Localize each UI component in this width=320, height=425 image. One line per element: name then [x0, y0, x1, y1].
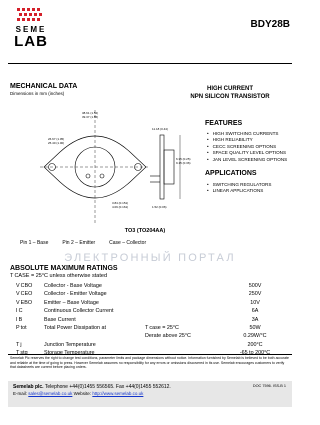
part-number: BDY28B — [250, 19, 290, 30]
rating-symbol: I B — [16, 316, 23, 323]
rating-symbol: V CBO — [16, 283, 33, 289]
rating-value: 6A — [251, 308, 259, 315]
logo-text-lab: LAB — [14, 33, 48, 50]
rating-description: Continuous Collector Current — [44, 308, 114, 315]
svg-text:3.84 (0.151): 3.84 (0.151) — [112, 201, 129, 205]
footer-company-line — [13, 384, 171, 390]
footer-email-line — [13, 391, 143, 396]
svg-text:38.61 (1.52): 38.61 (1.52) — [82, 111, 99, 115]
features-list — [207, 131, 287, 163]
list-item: • JAN LEVEL SCREENING OPTIONS — [207, 157, 287, 163]
svg-text:25.40 (1.00): 25.40 (1.00) — [48, 141, 65, 145]
table-row — [10, 283, 290, 291]
table-row — [10, 325, 290, 333]
disclaimer-text: Semelab Plc reserves the right to change test conditions, parameter limits and package dimensions without notice. Information furnished by Semelab is believed to be both accurate and reliable at the time of going to press. However Semelab assumes no responsibility for any errors or omissions discovered in its use. Semelab encourages customers to verify that datasheets are current before placing orders. — [10, 356, 289, 370]
rating-description: Collector - Base Voltage — [44, 283, 102, 289]
rating-symbol: V CEO — [16, 291, 33, 298]
website-link[interactable]: http://www.semelab.co.uk — [92, 391, 144, 396]
rating-value: 500V — [248, 283, 262, 289]
package-outline-drawing — [40, 100, 200, 235]
svg-text:9.15 (0.36): 9.15 (0.36) — [176, 161, 191, 165]
rating-symbol: V EBO — [16, 299, 33, 306]
headline-line-1: HIGH CURRENT — [207, 86, 253, 92]
svg-text:39.37 (1.55): 39.37 (1.55) — [82, 115, 99, 119]
rating-symbol: I C — [16, 308, 23, 315]
svg-text:6.35 (0.25): 6.35 (0.25) — [176, 157, 191, 161]
email-link[interactable]: sales@semelab.co.uk — [28, 391, 73, 396]
table-row — [10, 317, 290, 325]
features-title: FEATURES — [205, 120, 243, 127]
list-item: • HIGH SWITCHING CURRENTS — [207, 131, 287, 137]
svg-text:11.18 (0.44): 11.18 (0.44) — [152, 127, 168, 131]
rating-description: Junction Temperature — [44, 341, 96, 348]
pinout-legend — [20, 240, 146, 246]
rating-description: Collector - Emitter Voltage — [44, 291, 107, 298]
svg-text:1.52 (0.06): 1.52 (0.06) — [152, 205, 167, 209]
applications-title: APPLICATIONS — [205, 170, 257, 177]
list-item: • HIGH RELIABILITY — [207, 137, 287, 143]
ratings-table — [10, 283, 290, 359]
company-logo — [8, 8, 54, 52]
table-row — [10, 342, 290, 350]
package-name: TO3 (TO204AA) — [124, 228, 166, 234]
footer — [8, 381, 292, 407]
rating-description: Base Current — [44, 316, 76, 323]
list-item: • CECC SCREENING OPTIONS — [207, 144, 287, 150]
list-item: • SWITCHING REGULATORS — [207, 182, 271, 188]
list-item: • LINEAR APPLICATIONS — [207, 188, 271, 194]
header-divider — [8, 63, 292, 64]
disclaimer-divider — [8, 354, 292, 355]
table-row — [10, 333, 290, 341]
rating-condition: T case = 25°C — [145, 324, 179, 331]
headline-line-2: NPN SILICON TRANSISTOR — [190, 94, 270, 100]
rating-description: Total Power Dissipation at — [44, 324, 107, 331]
table-row — [10, 291, 290, 299]
absolute-max-condition: T CASE = 25°C unless otherwise stated — [10, 273, 107, 279]
document-number: DOC 7596. ISS-B 1 — [252, 384, 286, 388]
contact-phone: Telephone +44(0)1455 556565. Fax +44(0)1455 552612. — [44, 384, 171, 390]
svg-text:26.67 (1.05): 26.67 (1.05) — [48, 137, 65, 141]
rating-value: 200°C — [247, 341, 263, 348]
rating-value: 50W — [249, 324, 261, 331]
applications-list — [207, 182, 271, 195]
mechanical-data-subtitle: Dimensions in mm (inches) — [10, 91, 65, 96]
rating-symbol: T j — [16, 341, 22, 348]
pin-1-label: Pin 1 – Base — [20, 240, 49, 246]
pin-2-label: Pin 2 – Emitter — [62, 240, 96, 246]
rating-value: 3A — [251, 316, 259, 323]
logo-text-seme: SEME — [15, 25, 47, 34]
mechanical-data-title: MECHANICAL DATA — [10, 83, 78, 90]
list-item: • SPACE QUALITY LEVEL OPTIONS — [207, 150, 287, 156]
svg-text:4.09 (0.161): 4.09 (0.161) — [112, 205, 129, 209]
rating-condition: Derate above 25°C — [145, 333, 191, 340]
company-name: Semelab plc. — [13, 384, 44, 390]
rating-value: 0.29W/°C — [243, 333, 267, 340]
rating-value: 250V — [248, 291, 262, 298]
rating-symbol: P tot — [16, 324, 27, 331]
logo-mark-icon — [17, 8, 45, 24]
table-row — [10, 308, 290, 316]
absolute-max-title: ABSOLUTE MAXIMUM RATINGS — [10, 265, 118, 272]
case-label: Case – Collector — [109, 240, 147, 246]
email-label: E-mail: — [13, 391, 28, 396]
table-row — [10, 300, 290, 308]
watermark-text: ЭЛЕКТРОННЫЙ ПОРТАЛ — [64, 252, 236, 264]
rating-value: 10V — [250, 299, 260, 306]
rating-description: Emitter – Base Voltage — [44, 299, 99, 306]
website-label: Website: — [73, 391, 92, 396]
